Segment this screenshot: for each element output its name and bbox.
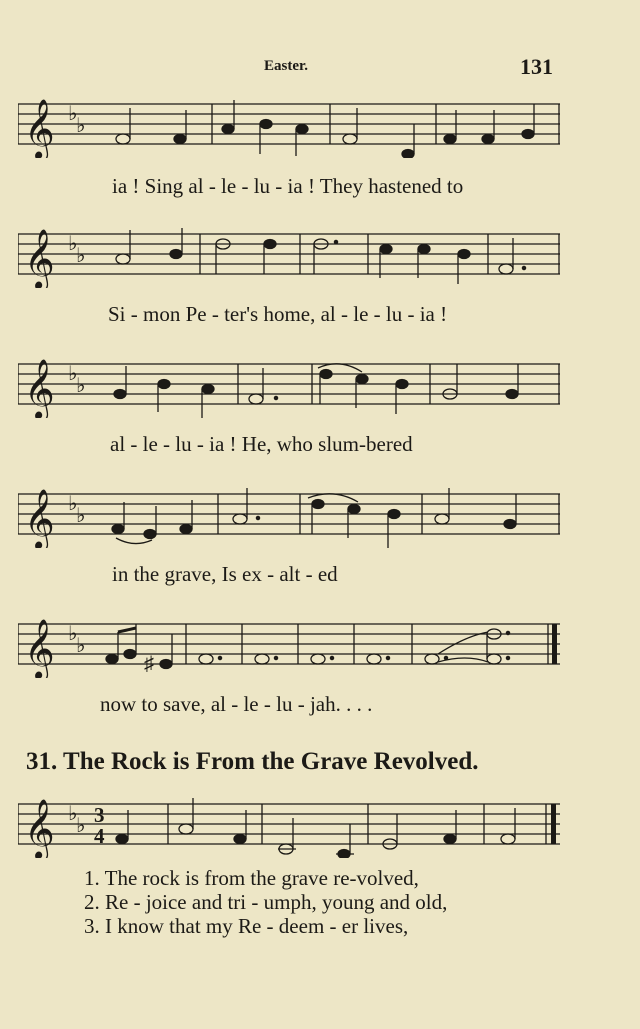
treble-clef-icon: 𝄞: [24, 621, 55, 678]
svg-text:♭: ♭: [76, 505, 86, 527]
note: [202, 385, 214, 394]
treble-clef-icon: 𝄞: [24, 801, 55, 858]
music-staff-1: [18, 98, 560, 158]
note: [504, 520, 516, 529]
note: [348, 505, 360, 514]
note: [158, 380, 170, 389]
note: [380, 245, 392, 254]
note: [222, 125, 234, 134]
hymn-title: 31. The Rock is From the Grave Revolved.: [26, 748, 479, 775]
treble-clef-icon: 𝄞: [24, 101, 55, 158]
svg-text:♭: ♭: [68, 363, 78, 385]
note: [501, 834, 515, 844]
svg-text:♭: ♭: [68, 233, 78, 255]
lyric-line-1: ia ! Sing al - le - lu - ia ! They hastened to: [112, 174, 464, 198]
note: [199, 654, 213, 664]
note: [396, 380, 408, 389]
svg-text:♭: ♭: [76, 375, 86, 397]
note: [312, 500, 324, 509]
note: [170, 250, 182, 259]
note: [249, 394, 263, 404]
svg-text:♭: ♭: [76, 635, 86, 657]
sharp-sign: ♯: [144, 653, 154, 675]
page-number: 131: [520, 54, 553, 79]
verse-1: 1. The rock is from the grave re-volved,: [84, 866, 419, 890]
music-staff-4: [18, 488, 560, 548]
lyric-line-5: now to save, al - le - lu - jah. . . .: [100, 692, 373, 716]
note: [174, 135, 186, 144]
note: [114, 390, 126, 399]
note: [487, 654, 501, 664]
svg-text:♭: ♭: [68, 803, 78, 825]
note: [255, 654, 269, 664]
note: [402, 150, 414, 159]
music-staff-5: [18, 618, 560, 678]
final-barline: [551, 804, 556, 844]
note: [233, 514, 247, 524]
svg-text:♭: ♭: [76, 815, 86, 837]
note: [482, 135, 494, 144]
note: [116, 254, 130, 264]
note: [388, 510, 400, 519]
note: [234, 835, 246, 844]
music-staff-hymn-31: [18, 798, 560, 858]
note: [320, 370, 332, 379]
note: [522, 130, 534, 139]
note: [367, 654, 381, 664]
running-head: Easter.: [264, 58, 309, 74]
music-staff-3: [18, 358, 560, 418]
lyric-line-2: Si - mon Pe - ter's home, al - le - lu - ia !: [108, 302, 448, 326]
final-barline: [552, 624, 557, 664]
svg-text:♭: ♭: [76, 245, 86, 267]
note: [124, 650, 136, 659]
treble-clef-icon: 𝄞: [24, 231, 55, 288]
note: [116, 134, 130, 144]
note: [106, 655, 118, 664]
time-signature-top: 3: [94, 803, 105, 827]
svg-text:♭: ♭: [68, 623, 78, 645]
note: [160, 660, 172, 669]
lyric-line-3: al - le - lu - ia ! He, who slum-bered: [110, 432, 413, 456]
key-signature-flats: ♭: [68, 103, 78, 125]
note: [144, 530, 156, 539]
note: [444, 835, 456, 844]
note: [444, 135, 456, 144]
treble-clef-icon: 𝄞: [24, 491, 55, 548]
note: [499, 264, 513, 274]
lyric-line-4: in the grave, Is ex - alt - ed: [112, 562, 338, 586]
note: [506, 390, 518, 399]
note: [458, 250, 470, 259]
time-signature-bottom: 4: [94, 824, 105, 848]
svg-text:♭: ♭: [76, 115, 86, 137]
verse-2: 2. Re - joice and tri - umph, young and old,: [84, 890, 448, 914]
note: [435, 514, 449, 524]
note: [264, 240, 276, 249]
note: [418, 245, 430, 254]
treble-clef-icon: 𝄞: [24, 361, 55, 418]
note: [356, 375, 368, 384]
note: [311, 654, 325, 664]
note: [260, 120, 272, 129]
note: [296, 125, 308, 134]
verse-3: 3. I know that my Re - deem - er lives,: [84, 914, 409, 938]
note: [343, 134, 357, 144]
note: [112, 525, 124, 534]
note: [180, 525, 192, 534]
svg-text:♭: ♭: [68, 493, 78, 515]
note: [116, 835, 128, 844]
music-staff-2: [18, 228, 560, 288]
note: [425, 654, 439, 664]
note: [179, 824, 193, 834]
